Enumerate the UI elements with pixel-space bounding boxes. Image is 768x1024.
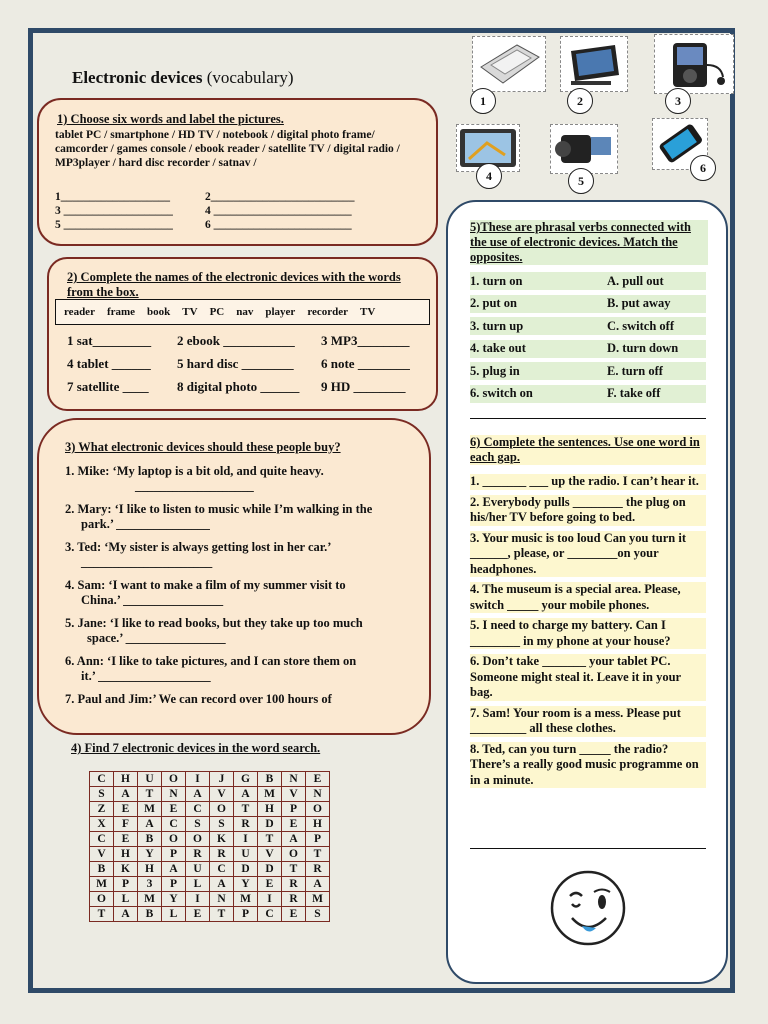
grid-cell[interactable]: H — [138, 862, 162, 877]
grid-cell[interactable]: A — [306, 877, 330, 892]
grid-cell[interactable]: A — [162, 862, 186, 877]
sentence-list — [470, 474, 706, 793]
grid-cell[interactable]: P — [306, 832, 330, 847]
grid-cell[interactable]: H — [258, 802, 282, 817]
grid-cell[interactable]: I — [234, 832, 258, 847]
picture-number-3: 3 — [665, 88, 691, 114]
question-list — [65, 464, 415, 715]
grid-cell[interactable]: O — [162, 772, 186, 787]
item-8[interactable]: 8 digital photo ______ — [177, 379, 300, 394]
picture-number-4: 4 — [476, 163, 502, 189]
grid-cell[interactable]: U — [138, 772, 162, 787]
grid-cell[interactable]: M — [138, 892, 162, 907]
grid-cell[interactable]: P — [162, 847, 186, 862]
grid-cell[interactable]: U — [186, 862, 210, 877]
grid-cell[interactable]: A — [186, 787, 210, 802]
section-5-heading: 5)These are phrasal verbs connected with the use of electronic devices. Match the opposites. — [470, 220, 708, 265]
sentence-item[interactable]: 3. Your music is too loud Can you turn it ______, please, or ________on your headphones. — [470, 531, 706, 578]
section-1-box — [37, 98, 438, 246]
pair-row: 6. switch on F. take off — [470, 385, 706, 403]
pair-row: 4. take out D. turn down — [470, 340, 706, 358]
box-word: player — [265, 306, 296, 318]
grid-cell[interactable]: N — [306, 787, 330, 802]
grid-cell[interactable]: E — [282, 907, 306, 922]
box-word: reader — [64, 306, 95, 318]
grid-cell[interactable]: Y — [138, 847, 162, 862]
grid-row — [90, 787, 330, 802]
grid-cell[interactable]: D — [258, 862, 282, 877]
item-6[interactable]: 6 note ________ — [321, 356, 410, 371]
divider — [470, 418, 706, 419]
grid-cell[interactable]: O — [162, 832, 186, 847]
sentence-item[interactable]: 7. Sam! Your room is a mess. Please put _________ all these clothes. — [470, 706, 706, 737]
grid-cell[interactable]: N — [282, 772, 306, 787]
grid-cell[interactable]: E — [258, 877, 282, 892]
grid-cell[interactable]: F — [114, 817, 138, 832]
grid-cell[interactable]: A — [282, 832, 306, 847]
grid-cell[interactable]: P — [282, 802, 306, 817]
grid-cell[interactable]: E — [114, 832, 138, 847]
word-list: tablet PC / smartphone / HD TV / notebook / digital photo frame/ camcorder / games console / ebook reader / satellite TV / digital radio / MP3player / hard disc recorder / satnav / — [55, 129, 400, 169]
box-word: recorder — [307, 306, 349, 318]
picture-number-5: 5 — [568, 168, 594, 194]
page-title: Electronic devices (vocabulary) — [72, 68, 294, 87]
grid-cell[interactable]: B — [138, 907, 162, 922]
grid-row — [90, 817, 330, 832]
grid-cell[interactable]: I — [186, 772, 210, 787]
ebook-reader-picture — [472, 36, 546, 92]
grid-cell[interactable]: T — [234, 802, 258, 817]
grid-row — [90, 862, 330, 877]
grid-cell[interactable]: I — [258, 892, 282, 907]
grid-cell[interactable]: H — [306, 817, 330, 832]
grid-cell[interactable]: S — [210, 817, 234, 832]
grid-cell[interactable]: N — [210, 892, 234, 907]
grid-cell[interactable]: E — [114, 802, 138, 817]
grid-cell[interactable]: C — [162, 817, 186, 832]
sentence-item[interactable]: 8. Ted, can you turn _____ the radio? There’s a really good music programme on in a minute. — [470, 742, 706, 789]
right-panel — [446, 200, 728, 984]
grid-cell[interactable]: E — [162, 802, 186, 817]
grid-row — [90, 892, 330, 907]
grid-cell[interactable]: R — [282, 877, 306, 892]
grid-row — [90, 877, 330, 892]
grid-cell[interactable]: E — [186, 907, 210, 922]
grid-cell[interactable]: D — [234, 862, 258, 877]
grid-cell[interactable]: 3 — [138, 877, 162, 892]
grid-cell[interactable]: R — [186, 847, 210, 862]
grid-cell[interactable]: B — [138, 832, 162, 847]
grid-cell[interactable]: K — [114, 862, 138, 877]
grid-cell[interactable]: M — [90, 877, 114, 892]
grid-cell[interactable]: H — [114, 772, 138, 787]
grid-cell[interactable]: M — [138, 802, 162, 817]
grid-cell[interactable]: V — [282, 787, 306, 802]
grid-cell[interactable]: E — [306, 772, 330, 787]
device-name-blanks — [67, 333, 437, 402]
grid-row — [90, 832, 330, 847]
grid-cell[interactable]: D — [258, 817, 282, 832]
grid-row — [90, 847, 330, 862]
grid-cell[interactable]: T — [258, 832, 282, 847]
grid-cell[interactable]: R — [306, 862, 330, 877]
word-search-grid — [89, 771, 330, 922]
box-word: TV — [182, 306, 198, 318]
grid-cell[interactable]: C — [90, 772, 114, 787]
grid-cell[interactable]: L — [114, 892, 138, 907]
grid-cell[interactable]: K — [210, 832, 234, 847]
grid-cell[interactable]: O — [306, 802, 330, 817]
grid-cell[interactable]: O — [210, 802, 234, 817]
grid-cell[interactable]: O — [282, 847, 306, 862]
grid-cell[interactable]: S — [306, 907, 330, 922]
grid-cell[interactable]: Z — [90, 802, 114, 817]
blank-1[interactable]: 1___________________ — [55, 191, 170, 203]
grid-cell[interactable]: V — [258, 847, 282, 862]
grid-cell[interactable]: B — [90, 862, 114, 877]
grid-cell[interactable]: M — [258, 787, 282, 802]
grid-cell[interactable]: L — [186, 877, 210, 892]
label-blanks — [55, 191, 425, 233]
grid-cell[interactable]: O — [90, 892, 114, 907]
box-word: TV — [360, 306, 376, 318]
question-item: 1. Mike: ‘My laptop is a bit old, and quite heavy. ___________________ — [65, 464, 324, 493]
grid-cell[interactable]: M — [234, 892, 258, 907]
item-5[interactable]: 5 hard disc ________ — [177, 356, 294, 371]
grid-cell[interactable]: T — [210, 907, 234, 922]
pair-row: 1. turn on A. pull out — [470, 272, 706, 290]
section-2-box — [47, 257, 438, 411]
camcorder-picture — [550, 124, 618, 174]
box-word: frame — [106, 306, 136, 318]
item-7[interactable]: 7 satellite ____ — [67, 379, 149, 394]
grid-cell[interactable]: V — [210, 787, 234, 802]
sentence-item[interactable]: 2. Everybody pulls ________ the plug on his/her TV before going to bed. — [470, 495, 706, 526]
section-6-heading: 6) Complete the sentences. Use one word in each gap. — [470, 435, 706, 465]
sentence-item[interactable]: 5. I need to charge my battery. Can I ________ in my phone at your house? — [470, 618, 706, 649]
grid-row — [90, 907, 330, 922]
grid-cell[interactable]: V — [90, 847, 114, 862]
blank-3[interactable]: 3 ___________________ — [55, 205, 173, 217]
winking-smiley-icon — [532, 866, 644, 950]
section-1-heading: 1) Choose six words and label the pictures. — [57, 112, 284, 126]
grid-cell[interactable]: P — [162, 877, 186, 892]
question-item: 2. Mary: ‘I like to listen to music while I’m walking in the park.’ _______________ — [65, 502, 373, 531]
item-4[interactable]: 4 tablet ______ — [67, 356, 151, 371]
tablet-picture — [560, 36, 628, 92]
grid-cell[interactable]: R — [234, 817, 258, 832]
grid-cell[interactable]: P — [114, 877, 138, 892]
question-item: 4. Sam: ‘I want to make a film of my summer visit to China.’ ________________ — [65, 578, 346, 607]
grid-cell[interactable]: U — [234, 847, 258, 862]
pair-row: 2. put on B. put away — [470, 295, 706, 313]
grid-cell[interactable]: S — [186, 817, 210, 832]
sentence-item[interactable]: 6. Don’t take _______ your tablet PC. Someone might steal it. Leave it in your bag. — [470, 654, 706, 701]
pair-row: 5. plug in E. turn off — [470, 362, 706, 380]
grid-cell[interactable]: C — [186, 802, 210, 817]
pair-row: 3. turn up C. switch off — [470, 317, 706, 335]
item-3[interactable]: 3 MP3________ — [321, 333, 410, 348]
item-1[interactable]: 1 sat_________ — [67, 333, 152, 348]
phrasal-verb-pairs — [470, 272, 706, 407]
grid-cell[interactable]: A — [234, 787, 258, 802]
grid-cell[interactable]: M — [306, 892, 330, 907]
grid-cell[interactable]: C — [90, 832, 114, 847]
grid-row — [90, 772, 330, 787]
blank-6[interactable]: 6 ________________________ — [205, 219, 352, 231]
grid-cell[interactable]: N — [162, 787, 186, 802]
grid-cell[interactable]: C — [258, 907, 282, 922]
box-word: nav — [236, 306, 254, 318]
section-4-heading: 4) Find 7 electronic devices in the word search. — [71, 741, 321, 755]
box-word: PC — [209, 306, 225, 318]
grid-cell[interactable]: A — [210, 877, 234, 892]
sentence-item[interactable]: 4. The museum is a special area. Please, switch _____ your mobile phones. — [470, 582, 706, 613]
grid-cell[interactable]: T — [306, 847, 330, 862]
question-item: 7. Paul and Jim:’ We can record over 100 hours of — [65, 692, 332, 706]
grid-cell[interactable]: Y — [162, 892, 186, 907]
question-item: 6. Ann: ‘I like to take pictures, and I can store them on it.’ __________________ — [65, 654, 357, 683]
grid-cell[interactable]: E — [282, 817, 306, 832]
grid-cell[interactable]: Y — [234, 877, 258, 892]
grid-cell[interactable]: B — [258, 772, 282, 787]
picture-number-6: 6 — [690, 155, 716, 181]
section-3-heading: 3) What electronic devices should these people buy? — [65, 440, 341, 454]
grid-row — [90, 802, 330, 817]
divider — [470, 848, 706, 849]
blank-5[interactable]: 5 ___________________ — [55, 219, 173, 231]
grid-cell[interactable]: R — [210, 847, 234, 862]
grid-cell[interactable]: C — [210, 862, 234, 877]
grid-cell[interactable]: A — [114, 907, 138, 922]
grid-cell[interactable]: I — [186, 892, 210, 907]
blank-4[interactable]: 4 ________________________ — [205, 205, 352, 217]
word-box — [55, 299, 430, 325]
grid-cell[interactable]: S — [90, 787, 114, 802]
mp3-player-picture — [654, 34, 734, 94]
question-item: 5. Jane: ‘I like to read books, but they take up too much space.’ ________________ — [65, 616, 363, 645]
grid-cell[interactable]: T — [138, 787, 162, 802]
section-3-box — [37, 418, 431, 735]
grid-cell[interactable]: H — [114, 847, 138, 862]
item-2[interactable]: 2 ebook ___________ — [177, 333, 295, 348]
grid-cell[interactable]: R — [282, 892, 306, 907]
section-2-heading: 2) Complete the names of the electronic devices with the words from the box. — [67, 270, 401, 299]
grid-cell[interactable]: L — [162, 907, 186, 922]
question-item: 3. Ted: ‘My sister is always getting lost in her car.’ _____________________ — [65, 540, 332, 569]
item-9[interactable]: 9 HD ________ — [321, 379, 406, 394]
box-word: book — [147, 306, 171, 318]
picture-number-1: 1 — [470, 88, 496, 114]
grid-cell[interactable]: A — [114, 787, 138, 802]
grid-cell[interactable]: X — [90, 817, 114, 832]
sentence-item[interactable]: 1. _______ ___ up the radio. I can’t hear it. — [470, 474, 706, 490]
grid-cell[interactable]: O — [186, 832, 210, 847]
picture-number-2: 2 — [567, 88, 593, 114]
grid-cell[interactable]: J — [210, 772, 234, 787]
blank-2[interactable]: 2_________________________ — [205, 191, 355, 203]
grid-cell[interactable]: A — [138, 817, 162, 832]
grid-cell[interactable]: P — [234, 907, 258, 922]
grid-cell[interactable]: G — [234, 772, 258, 787]
grid-cell[interactable]: T — [90, 907, 114, 922]
grid-cell[interactable]: T — [282, 862, 306, 877]
